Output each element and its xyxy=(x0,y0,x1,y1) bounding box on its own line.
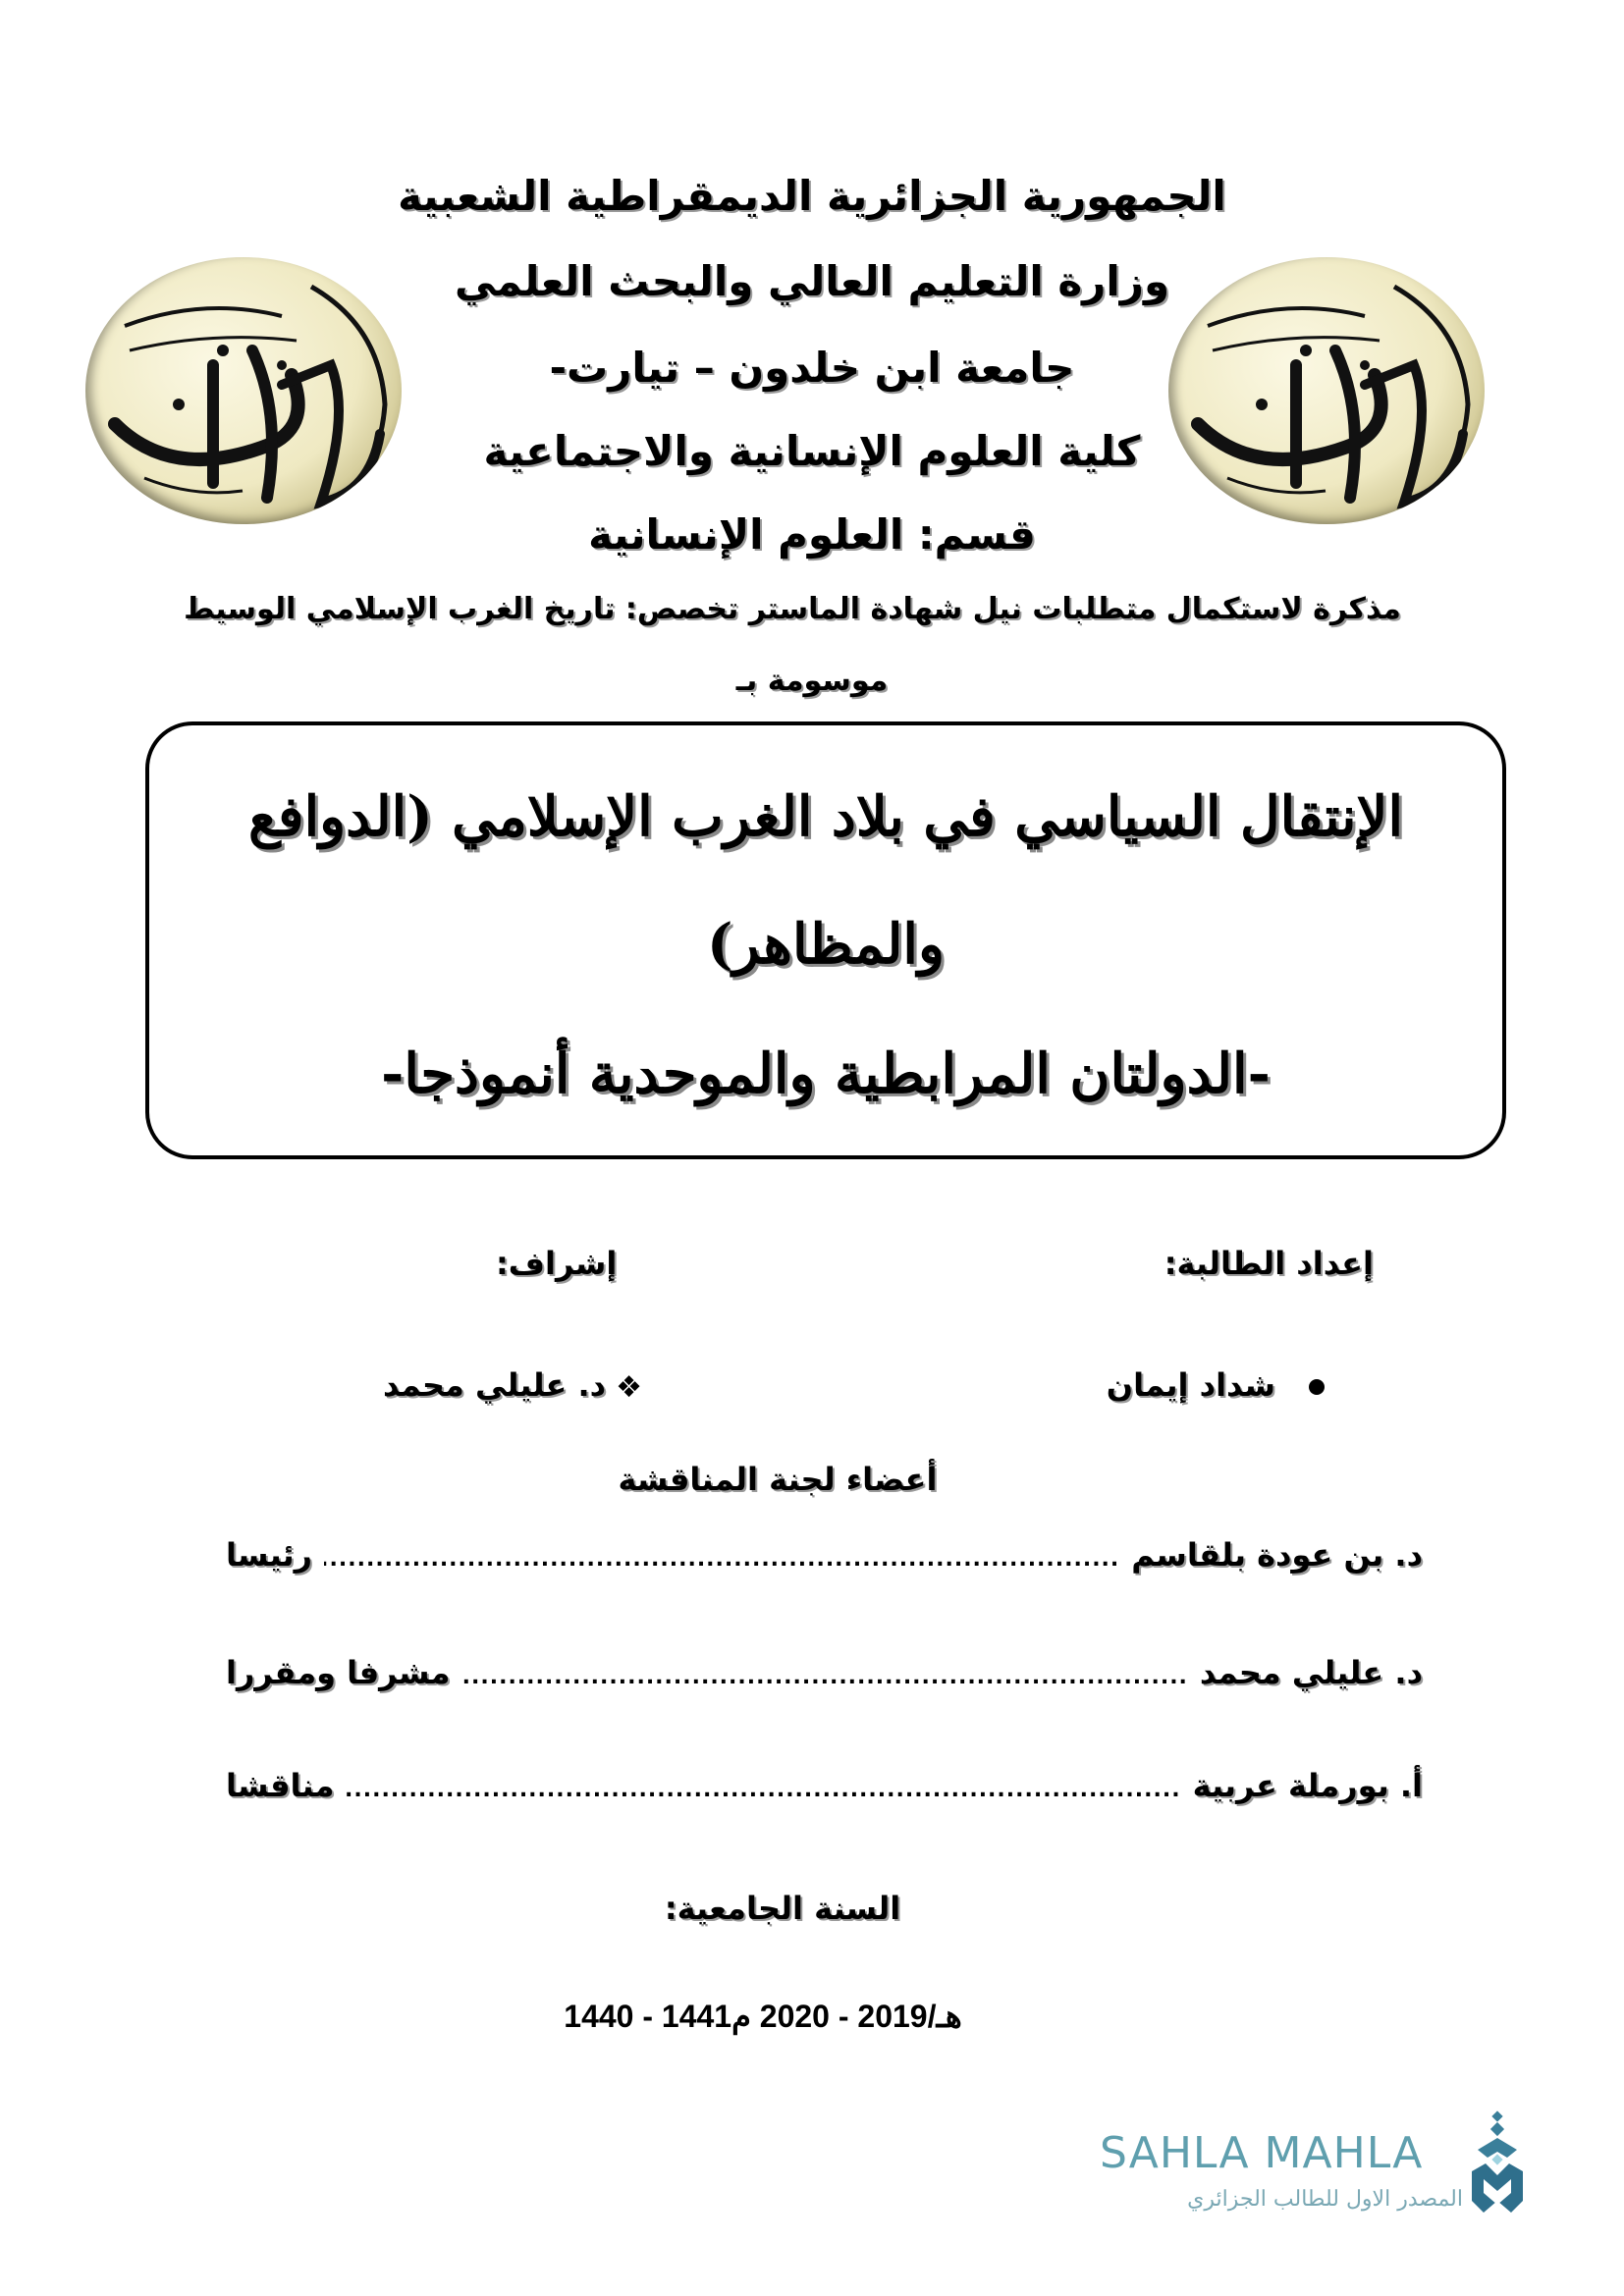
committee-member-name: أ. بورملة عربية xyxy=(1192,1767,1423,1804)
watermark-tagline: المصدر الاول للطالب الجزائري xyxy=(1187,2187,1463,2212)
supervisor-entry xyxy=(383,1366,642,1405)
committee-member-name: د. بن عودة بلقاسم xyxy=(1131,1536,1423,1574)
thesis-subtitle: -الدولتان المرابطية والموحدية أنموذجا- xyxy=(381,1041,1271,1106)
committee-member-role: مشرفا ومقررا xyxy=(226,1654,451,1691)
diamond-bullet-icon: ❖ xyxy=(616,1369,642,1405)
thesis-title-box xyxy=(145,721,1506,1159)
student-name: شداد إيمان xyxy=(1106,1366,1275,1404)
university-heading: جامعة ابن خلدون – تيارت- xyxy=(549,344,1075,392)
academic-year-label: السنة الجامعية: xyxy=(664,1890,901,1927)
thesis-title-line-1: الإنتقال السياسي في بلاد الغرب الإسلامي (الدوافع xyxy=(248,784,1403,849)
republic-heading: الجمهورية الجزائرية الديمقراطية الشعبية xyxy=(398,172,1226,220)
prepared-by-label: إعداد الطالبة: xyxy=(1164,1245,1374,1282)
thesis-title-line-2: والمظاهر) xyxy=(707,912,945,977)
committee-heading: أعضاء لجنة المناقشة xyxy=(618,1461,938,1498)
sahla-mahla-watermark xyxy=(1090,2110,1522,2218)
memo-titled-by: موسومة بـ xyxy=(735,664,889,698)
ministry-heading: وزارة التعليم العالي والبحث العلمي xyxy=(454,257,1170,305)
sahla-mahla-logo-icon xyxy=(1468,2110,1527,2218)
supervisor-name: د. عليلي محمد xyxy=(383,1366,607,1404)
committee-member-row xyxy=(226,1536,1423,1574)
committee-member-row xyxy=(226,1654,1423,1691)
academic-year-value: 1440 - 1441هـ/2019 - 2020 م xyxy=(564,1999,962,2034)
dotted-leader xyxy=(461,1667,1187,1688)
student-entry xyxy=(1107,1366,1325,1404)
dotted-leader xyxy=(346,1780,1180,1801)
committee-member-row xyxy=(226,1767,1423,1804)
department-heading: قسم: العلوم الإنسانية xyxy=(588,510,1036,559)
faculty-heading: كلية العلوم الإنسانية والاجتماعية xyxy=(483,427,1141,475)
committee-member-role: مناقشا xyxy=(226,1767,335,1804)
committee-member-role: رئيسا xyxy=(226,1536,313,1574)
bullet-icon xyxy=(1309,1379,1325,1395)
dotted-leader xyxy=(324,1549,1119,1571)
committee-member-name: د. عليلي محمد xyxy=(1199,1654,1423,1691)
supervision-label: إشراف: xyxy=(496,1245,618,1282)
watermark-brand: SAHLA MAHLA xyxy=(1100,2128,1424,2178)
memo-description: مذكرة لاستكمال متطلبات نيل شهادة الماستر تخصص: تاريخ الغرب الإسلامي الوسيط xyxy=(184,592,1401,626)
